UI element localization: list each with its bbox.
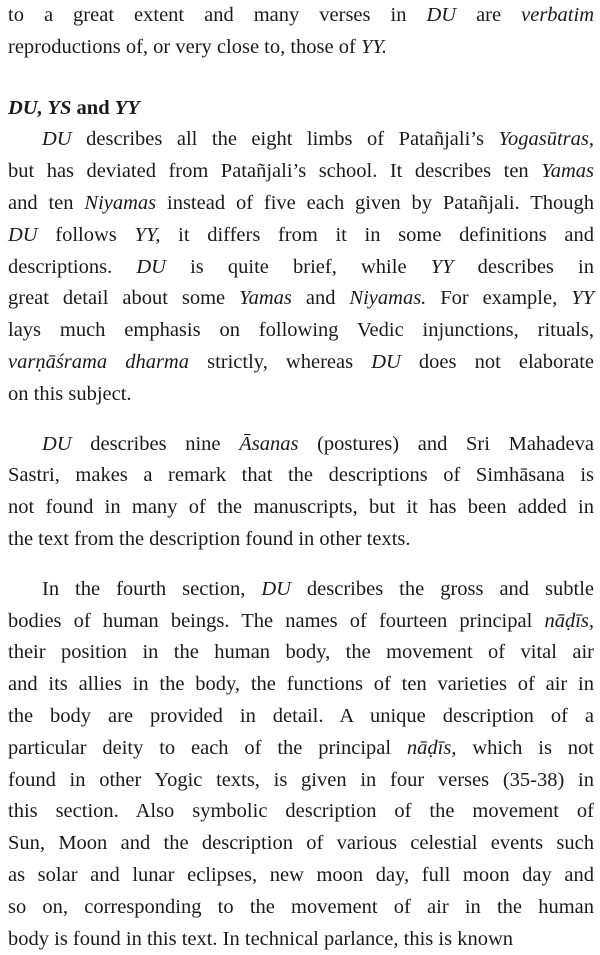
paragraph-gap: [8, 64, 594, 79]
text-run: the text from the description found in other texts.: [8, 527, 411, 550]
text-line: [8, 220, 594, 252]
italic-text-run: verbatim: [521, 4, 594, 26]
text-line: [8, 124, 594, 156]
text-line: [8, 429, 594, 461]
text-run: lays much emphasis on following Vedic injunctions, rituals,: [8, 319, 594, 342]
text-run: does not elaborate: [400, 350, 594, 373]
text-run: reproductions of, or very close to, those of: [8, 35, 361, 58]
italic-text-run: DU: [42, 128, 72, 151]
text-line: [8, 637, 594, 669]
text-run: the body are provided in detail. A unique description of a: [8, 704, 594, 727]
text-run: describes all the eight limbs of Patañjali’s: [71, 128, 499, 151]
text-run: Sastri, makes a remark that the descriptions of Simhāsana is: [8, 464, 594, 487]
italic-text-run: YY.: [360, 35, 388, 58]
text-line: [8, 574, 594, 606]
text-run: body is found in this text. In technical parlance, this is known: [8, 927, 514, 950]
text-line: [8, 701, 594, 733]
text-run: particular deity to each of the principal: [8, 736, 407, 759]
italic-text-run: Yogasūtras,: [498, 128, 594, 151]
text-run: instead of five each given by Patañjali. Though: [156, 191, 594, 214]
italic-text-run: Yamas: [239, 287, 292, 310]
italic-text-run: YY,: [134, 223, 161, 246]
text-run: For example,: [426, 287, 572, 310]
text-run: are: [456, 4, 522, 26]
italic-text-run: nāḍīs,: [544, 609, 594, 632]
italic-text-run: YY: [430, 255, 454, 278]
italic-text-run: DU: [371, 350, 401, 373]
italic-text-run: DU: [136, 255, 166, 278]
text-run: descriptions.: [8, 255, 137, 278]
text-run: strictly, whereas: [188, 350, 372, 373]
text-line: [8, 156, 594, 188]
text-run: follows: [37, 223, 135, 246]
text-run: which is not: [456, 736, 594, 759]
italic-text-run: Yamas: [541, 160, 594, 183]
text-line: [8, 347, 594, 379]
text-run: not found in many of the manuscripts, but it has been added in: [8, 496, 594, 519]
text-line: [8, 315, 594, 347]
italic-text-run: Niyamas: [84, 191, 157, 214]
paragraph-asanas: [8, 429, 594, 556]
text-run: (postures) and Sri Mahadeva: [298, 432, 594, 455]
text-run: In the fourth section,: [42, 577, 262, 600]
text-run: it differs from it in some definitions and: [160, 223, 595, 246]
text-line: [8, 733, 594, 765]
book-page: [8, 0, 594, 955]
italic-text-run: DU: [8, 223, 38, 246]
text-run: on this subject.: [8, 382, 132, 405]
text-run: describes the gross and subtle: [290, 577, 594, 600]
text-run: Sun, Moon and the description of various celestial events such: [8, 832, 594, 855]
text-run: and ten: [8, 191, 85, 214]
italic-text-run: YY: [571, 287, 594, 310]
text-run: found in other Yogic texts, is given in four verses (35-38) in: [8, 768, 594, 791]
text-run: great detail about some: [8, 287, 240, 310]
italic-text-run: Niyamas.: [349, 287, 427, 310]
text-line: [8, 32, 594, 64]
text-line: [8, 892, 594, 924]
text-line: [8, 860, 594, 892]
italic-text-run: DU: [426, 4, 457, 26]
italic-text-run: Āsanas: [239, 432, 299, 455]
text-line: [8, 765, 594, 797]
text-line: [8, 460, 594, 492]
text-run: and its allies in the body, the functions of ten varieties of air in: [8, 673, 594, 696]
heading-line: [8, 93, 594, 125]
text-run: so on, corresponding to the movement of air in the human: [8, 895, 594, 918]
text-run: and: [71, 96, 115, 119]
text-run: this section. Also symbolic description of the movement of: [8, 800, 594, 823]
section-heading: [8, 93, 594, 125]
text-line: [8, 283, 594, 315]
text-run: bodies of human beings. The names of fourteen principal: [8, 609, 545, 632]
paragraph-gap: [8, 556, 594, 574]
text-line: [8, 669, 594, 701]
italic-text-run: DU, YS: [8, 96, 72, 119]
paragraph-limbs: [8, 124, 594, 410]
text-line: [8, 492, 594, 524]
text-line: [8, 796, 594, 828]
text-run: is quite brief, while: [165, 255, 431, 278]
paragraph-nadis: [8, 574, 594, 955]
text-run: and: [291, 287, 350, 310]
paragraph-continued: [8, 0, 594, 64]
text-line: [8, 828, 594, 860]
text-run: describes in: [453, 255, 594, 278]
text-run: but has deviated from Patañjali’s school. It describes ten: [8, 160, 542, 183]
text-line: [8, 379, 594, 411]
text-run: as solar and lunar eclipses, new moon day, full moon day and: [8, 863, 594, 886]
text-line: [8, 188, 594, 220]
italic-text-run: DU: [42, 432, 72, 455]
text-run: describes nine: [71, 432, 240, 455]
paragraph-gap: [8, 411, 594, 429]
text-line: [8, 252, 594, 284]
italic-text-run: YY: [114, 96, 140, 119]
italic-text-run: DU: [261, 577, 291, 600]
text-line: [8, 0, 594, 32]
text-line: [8, 924, 594, 955]
italic-text-run: varṇāśrama dharma: [8, 350, 189, 373]
italic-text-run: nāḍīs,: [406, 736, 457, 759]
text-line: [8, 606, 594, 638]
text-line: [8, 524, 594, 556]
text-run: to a great extent and many verses in: [8, 4, 427, 26]
text-run: their position in the human body, the movement of vital air: [8, 641, 594, 664]
